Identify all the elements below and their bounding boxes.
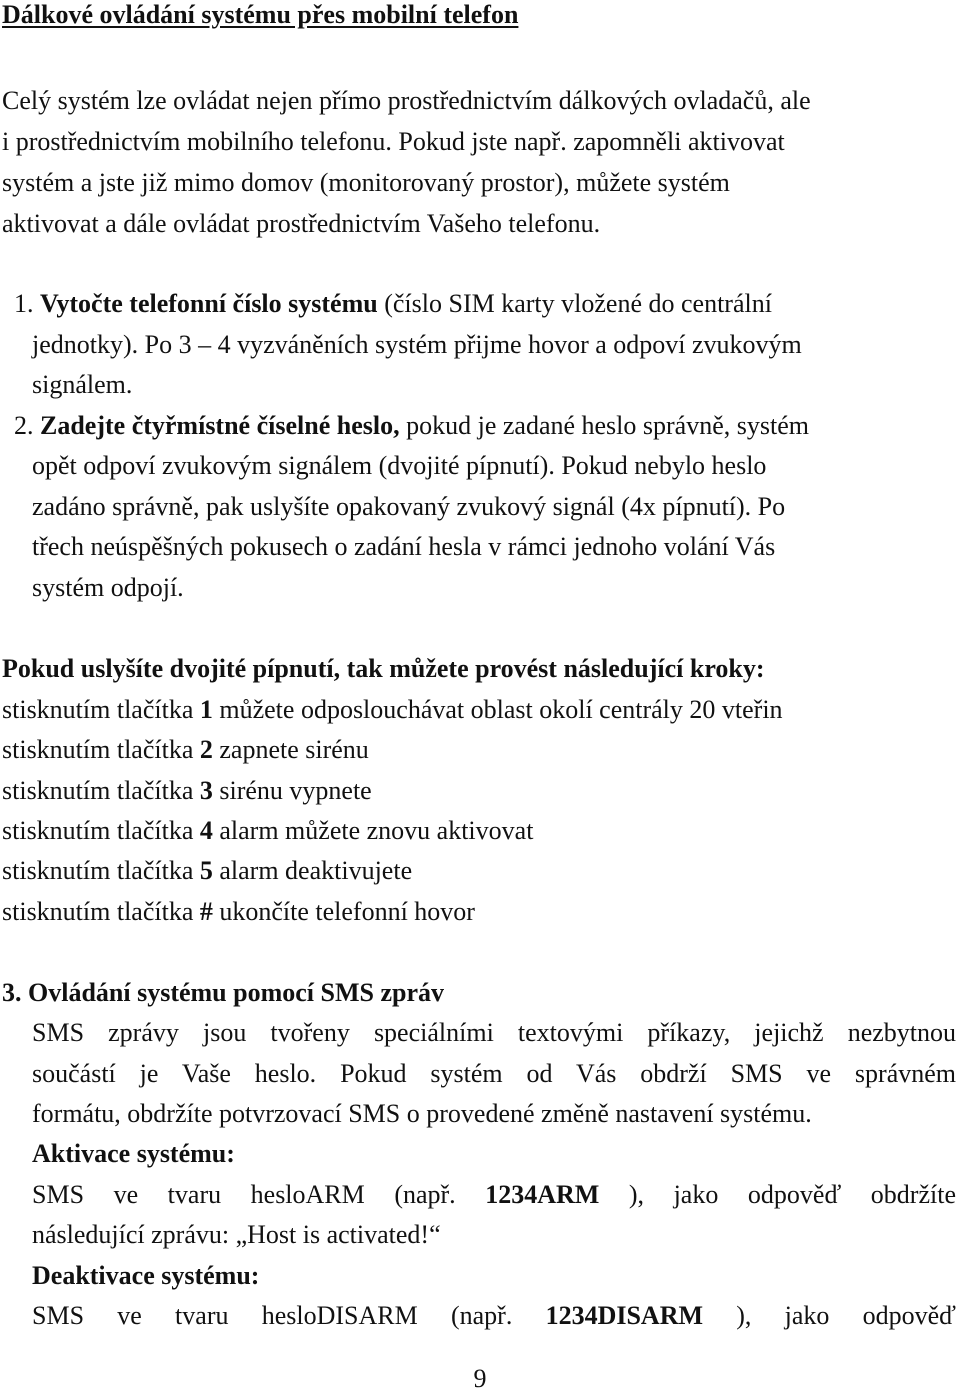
key-item-prefix: stisknutím tlačítka (2, 816, 200, 845)
sms-line-3: formátu, obdržíte potvrzovací SMS o provedené změně nastavení systému. (32, 1099, 812, 1128)
page-title: Dálkové ovládání systému přes mobilní telefon (2, 0, 519, 29)
deactivation-post: ), jako odpověď (703, 1301, 956, 1330)
step-1-line-2: jednotky). Po 3 – 4 vyzváněních systém přijme hovor a odpoví zvukovým (32, 330, 802, 359)
step-2-line-3: zadáno správně, pak uslyšíte opakovaný zvukový signál (4x pípnutí). Po (32, 492, 786, 521)
step-1-bold: Vytočte telefonní číslo systému (40, 289, 378, 318)
key-item-prefix: stisknutím tlačítka (2, 735, 200, 764)
key-item-key: 3 (199, 776, 213, 805)
step-2-number: 2. (14, 411, 34, 440)
key-item-key: 4 (199, 816, 213, 845)
key-item-text: můžete odposlouchávat oblast okolí centrály 20 vteřin (212, 695, 783, 724)
key-item-prefix: stisknutím tlačítka (2, 897, 200, 926)
step-2-bold: Zadejte čtyřmístné číselné heslo, (40, 411, 400, 440)
key-item-text: ukončíte telefonní hovor (212, 897, 475, 926)
key-item-2 (2, 735, 369, 765)
deactivation-heading: Deaktivace systému: (32, 1261, 260, 1290)
key-item-text: zapnete sirénu (212, 735, 369, 764)
sms-line-2: součástí je Vaše heslo. Pokud systém od Vás obdrží SMS ve správném (32, 1059, 956, 1088)
keys-heading: Pokud uslyšíte dvojité pípnutí, tak můžete provést následující kroky: (2, 654, 765, 683)
key-item-4 (2, 816, 533, 846)
deactivation-pre: SMS ve tvaru hesloDISARM (např. (32, 1301, 546, 1330)
key-item-1 (2, 695, 783, 725)
key-item-3 (2, 776, 372, 806)
key-item-key: # (199, 897, 213, 926)
intro-line-1: Celý systém lze ovládat nejen přímo prostřednictvím dálkových ovladačů, ale (2, 86, 811, 115)
deactivation-code: 1234DISARM (545, 1301, 704, 1330)
intro-line-4: aktivovat a dále ovládat prostřednictvím Vašeho telefonu. (2, 209, 601, 238)
step-2-line-5: systém odpojí. (32, 573, 184, 602)
key-item-text: sirénu vypnete (212, 776, 372, 805)
key-item-key: 1 (199, 695, 213, 724)
activation-line-1 (32, 1180, 956, 1210)
key-item-6 (2, 897, 475, 927)
activation-code: 1234ARM (485, 1180, 600, 1209)
key-item-prefix: stisknutím tlačítka (2, 695, 200, 724)
activation-pre: SMS ve tvaru hesloARM (např. (32, 1180, 486, 1209)
page-number: 9 (473, 1364, 487, 1393)
step-1-number: 1. (14, 289, 34, 318)
step-1-rest: (číslo SIM karty vložené do centrální (377, 289, 772, 318)
key-item-key: 5 (199, 856, 213, 885)
step-2-line-1 (14, 411, 809, 441)
key-item-prefix: stisknutím tlačítka (2, 776, 200, 805)
intro-line-2: i prostřednictvím mobilního telefonu. Pokud jste např. zapomněli aktivovat (2, 127, 785, 156)
key-item-prefix: stisknutím tlačítka (2, 856, 200, 885)
step-2-rest: pokud je zadané heslo správně, systém (399, 411, 809, 440)
activation-heading: Aktivace systému: (32, 1139, 235, 1168)
activation-line-2: následující zprávu: „Host is activated!“ (32, 1220, 441, 1249)
key-item-key: 2 (199, 735, 213, 764)
step-2-line-2: opět odpoví zvukovým signálem (dvojité pípnutí). Pokud nebylo heslo (32, 451, 767, 480)
deactivation-line-1 (32, 1301, 956, 1331)
key-item-5 (2, 856, 412, 886)
key-item-text: alarm můžete znovu aktivovat (212, 816, 534, 845)
activation-post: ), jako odpověď obdržíte (599, 1180, 956, 1209)
step-1-line-3: signálem. (32, 370, 133, 399)
sms-heading: 3. Ovládání systému pomocí SMS zpráv (2, 978, 445, 1007)
sms-line-1: SMS zprávy jsou tvořeny speciálními textovými příkazy, jejichž nezbytnou (32, 1018, 956, 1047)
step-1-line-1 (14, 289, 772, 319)
intro-line-3: systém a jste již mimo domov (monitorovaný prostor), můžete systém (2, 168, 730, 197)
step-2-line-4: třech neúspěšných pokusech o zadání hesla v rámci jednoho volání Vás (32, 532, 776, 561)
key-item-text: alarm deaktivujete (212, 856, 413, 885)
